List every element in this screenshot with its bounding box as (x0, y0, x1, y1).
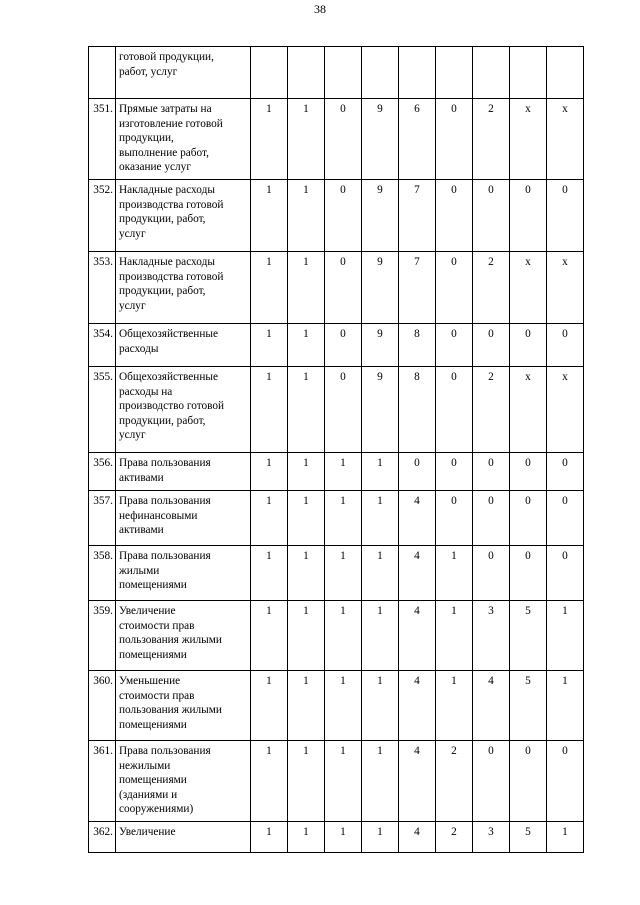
code-digit-7: 2 (473, 99, 510, 180)
code-digit-4: 1 (362, 545, 399, 600)
code-digit-7: 4 (473, 670, 510, 740)
code-digit-6 (436, 47, 473, 99)
code-digit-9: x (547, 366, 584, 452)
code-digit-6: 0 (436, 323, 473, 366)
code-digit-8: 5 (510, 600, 547, 670)
row-name: Прямые затраты на изготовление готовой продукции, выполнение работ, оказание услуг (116, 99, 251, 180)
table-row (89, 545, 584, 600)
code-digit-9: 1 (547, 821, 584, 852)
code-digit-4: 1 (362, 670, 399, 740)
row-number: 353. (89, 251, 116, 323)
table-row (89, 670, 584, 740)
code-digit-9: 0 (547, 323, 584, 366)
accounts-table (88, 46, 584, 853)
code-digit-3: 1 (325, 670, 362, 740)
code-digit-4: 1 (362, 740, 399, 821)
table-row (89, 600, 584, 670)
code-digit-6: 0 (436, 179, 473, 251)
row-number: 352. (89, 179, 116, 251)
code-digit-6: 2 (436, 740, 473, 821)
code-digit-2: 1 (288, 323, 325, 366)
code-digit-4 (362, 47, 399, 99)
code-digit-8: 0 (510, 323, 547, 366)
code-digit-8: 0 (510, 545, 547, 600)
code-digit-4: 1 (362, 600, 399, 670)
code-digit-2 (288, 47, 325, 99)
code-digit-3: 0 (325, 366, 362, 452)
table-row (89, 366, 584, 452)
code-digit-5: 8 (399, 323, 436, 366)
code-digit-9: 0 (547, 452, 584, 490)
row-number: 357. (89, 490, 116, 545)
row-number: 355. (89, 366, 116, 452)
code-digit-9 (547, 47, 584, 99)
code-digit-1: 1 (251, 251, 288, 323)
code-digit-1: 1 (251, 179, 288, 251)
row-name: Общехозяйственные расходы на производство готовой продукции, работ, услуг (116, 366, 251, 452)
code-digit-5: 4 (399, 670, 436, 740)
table-row (89, 47, 584, 99)
code-digit-4: 9 (362, 366, 399, 452)
code-digit-5: 4 (399, 821, 436, 852)
code-digit-7: 2 (473, 251, 510, 323)
row-name: Права пользования жилыми помещениями (116, 545, 251, 600)
code-digit-3 (325, 47, 362, 99)
row-name: Права пользования нефинансовыми активами (116, 490, 251, 545)
code-digit-2: 1 (288, 179, 325, 251)
code-digit-2: 1 (288, 545, 325, 600)
row-number: 351. (89, 99, 116, 180)
row-number: 354. (89, 323, 116, 366)
code-digit-9: 1 (547, 670, 584, 740)
row-name: Права пользования активами (116, 452, 251, 490)
code-digit-9: 0 (547, 490, 584, 545)
row-number: 356. (89, 452, 116, 490)
code-digit-3: 0 (325, 99, 362, 180)
code-digit-8: 0 (510, 452, 547, 490)
code-digit-3: 1 (325, 740, 362, 821)
row-number (89, 47, 116, 99)
row-name: Накладные расходы производства готовой продукции, работ, услуг (116, 179, 251, 251)
code-digit-4: 9 (362, 99, 399, 180)
code-digit-8 (510, 47, 547, 99)
code-digit-4: 1 (362, 452, 399, 490)
code-digit-6: 0 (436, 366, 473, 452)
code-digit-7: 3 (473, 821, 510, 852)
row-name: Уменьшение стоимости прав пользования жилыми помещениями (116, 670, 251, 740)
code-digit-1: 1 (251, 545, 288, 600)
code-digit-6: 2 (436, 821, 473, 852)
table-row (89, 99, 584, 180)
code-digit-7: 0 (473, 323, 510, 366)
code-digit-8: x (510, 251, 547, 323)
table-row (89, 179, 584, 251)
row-number: 358. (89, 545, 116, 600)
code-digit-6: 0 (436, 490, 473, 545)
code-digit-7: 2 (473, 366, 510, 452)
row-name: готовой продукции, работ, услуг (116, 47, 251, 99)
code-digit-1 (251, 47, 288, 99)
code-digit-3: 1 (325, 452, 362, 490)
code-digit-5: 4 (399, 740, 436, 821)
table-row (89, 740, 584, 821)
code-digit-3: 1 (325, 600, 362, 670)
row-number: 361. (89, 740, 116, 821)
code-digit-8: 5 (510, 670, 547, 740)
page-number: 38 (314, 2, 326, 16)
code-digit-2: 1 (288, 670, 325, 740)
code-digit-3: 0 (325, 323, 362, 366)
code-digit-9: 0 (547, 179, 584, 251)
code-digit-9: x (547, 99, 584, 180)
code-digit-8: 0 (510, 490, 547, 545)
table-row (89, 490, 584, 545)
code-digit-1: 1 (251, 366, 288, 452)
code-digit-7: 0 (473, 452, 510, 490)
code-digit-2: 1 (288, 251, 325, 323)
code-digit-6: 1 (436, 600, 473, 670)
code-digit-1: 1 (251, 600, 288, 670)
code-digit-8: x (510, 99, 547, 180)
code-digit-3: 1 (325, 490, 362, 545)
code-digit-7: 0 (473, 545, 510, 600)
row-name: Накладные расходы производства готовой продукции, работ, услуг (116, 251, 251, 323)
code-digit-2: 1 (288, 99, 325, 180)
code-digit-2: 1 (288, 740, 325, 821)
code-digit-2: 1 (288, 490, 325, 545)
code-digit-4: 9 (362, 179, 399, 251)
row-number: 360. (89, 670, 116, 740)
code-digit-9: 0 (547, 740, 584, 821)
code-digit-8: 0 (510, 179, 547, 251)
code-digit-5: 7 (399, 251, 436, 323)
code-digit-1: 1 (251, 821, 288, 852)
code-digit-1: 1 (251, 323, 288, 366)
code-digit-3: 1 (325, 821, 362, 852)
code-digit-5: 6 (399, 99, 436, 180)
code-digit-4: 1 (362, 821, 399, 852)
row-name: Увеличение (116, 821, 251, 852)
code-digit-4: 9 (362, 323, 399, 366)
code-digit-5: 4 (399, 545, 436, 600)
table-row (89, 821, 584, 852)
code-digit-2: 1 (288, 821, 325, 852)
row-name: Общехозяйственные расходы (116, 323, 251, 366)
code-digit-5: 7 (399, 179, 436, 251)
code-digit-7: 0 (473, 740, 510, 821)
code-digit-7: 0 (473, 179, 510, 251)
code-digit-5: 8 (399, 366, 436, 452)
row-name: Права пользования нежилыми помещениями (зданиями и сооружениями) (116, 740, 251, 821)
code-digit-1: 1 (251, 490, 288, 545)
code-digit-5 (399, 47, 436, 99)
row-number: 362. (89, 821, 116, 852)
code-digit-6: 1 (436, 545, 473, 600)
code-digit-8: x (510, 366, 547, 452)
code-digit-4: 1 (362, 490, 399, 545)
row-number: 359. (89, 600, 116, 670)
code-digit-2: 1 (288, 452, 325, 490)
code-digit-6: 0 (436, 452, 473, 490)
code-digit-3: 1 (325, 545, 362, 600)
table-row (89, 251, 584, 323)
code-digit-3: 0 (325, 179, 362, 251)
code-digit-4: 9 (362, 251, 399, 323)
code-digit-6: 1 (436, 670, 473, 740)
code-digit-1: 1 (251, 670, 288, 740)
code-digit-2: 1 (288, 366, 325, 452)
code-digit-8: 0 (510, 740, 547, 821)
code-digit-5: 4 (399, 600, 436, 670)
table-row (89, 452, 584, 490)
code-digit-7: 3 (473, 600, 510, 670)
code-digit-2: 1 (288, 600, 325, 670)
code-digit-5: 4 (399, 490, 436, 545)
code-digit-5: 0 (399, 452, 436, 490)
code-digit-7 (473, 47, 510, 99)
code-digit-1: 1 (251, 452, 288, 490)
code-digit-7: 0 (473, 490, 510, 545)
code-digit-9: 1 (547, 600, 584, 670)
code-digit-8: 5 (510, 821, 547, 852)
table-row (89, 323, 584, 366)
code-digit-3: 0 (325, 251, 362, 323)
code-digit-1: 1 (251, 740, 288, 821)
code-digit-9: x (547, 251, 584, 323)
code-digit-6: 0 (436, 251, 473, 323)
code-digit-9: 0 (547, 545, 584, 600)
row-name: Увеличение стоимости прав пользования жилыми помещениями (116, 600, 251, 670)
code-digit-1: 1 (251, 99, 288, 180)
code-digit-6: 0 (436, 99, 473, 180)
